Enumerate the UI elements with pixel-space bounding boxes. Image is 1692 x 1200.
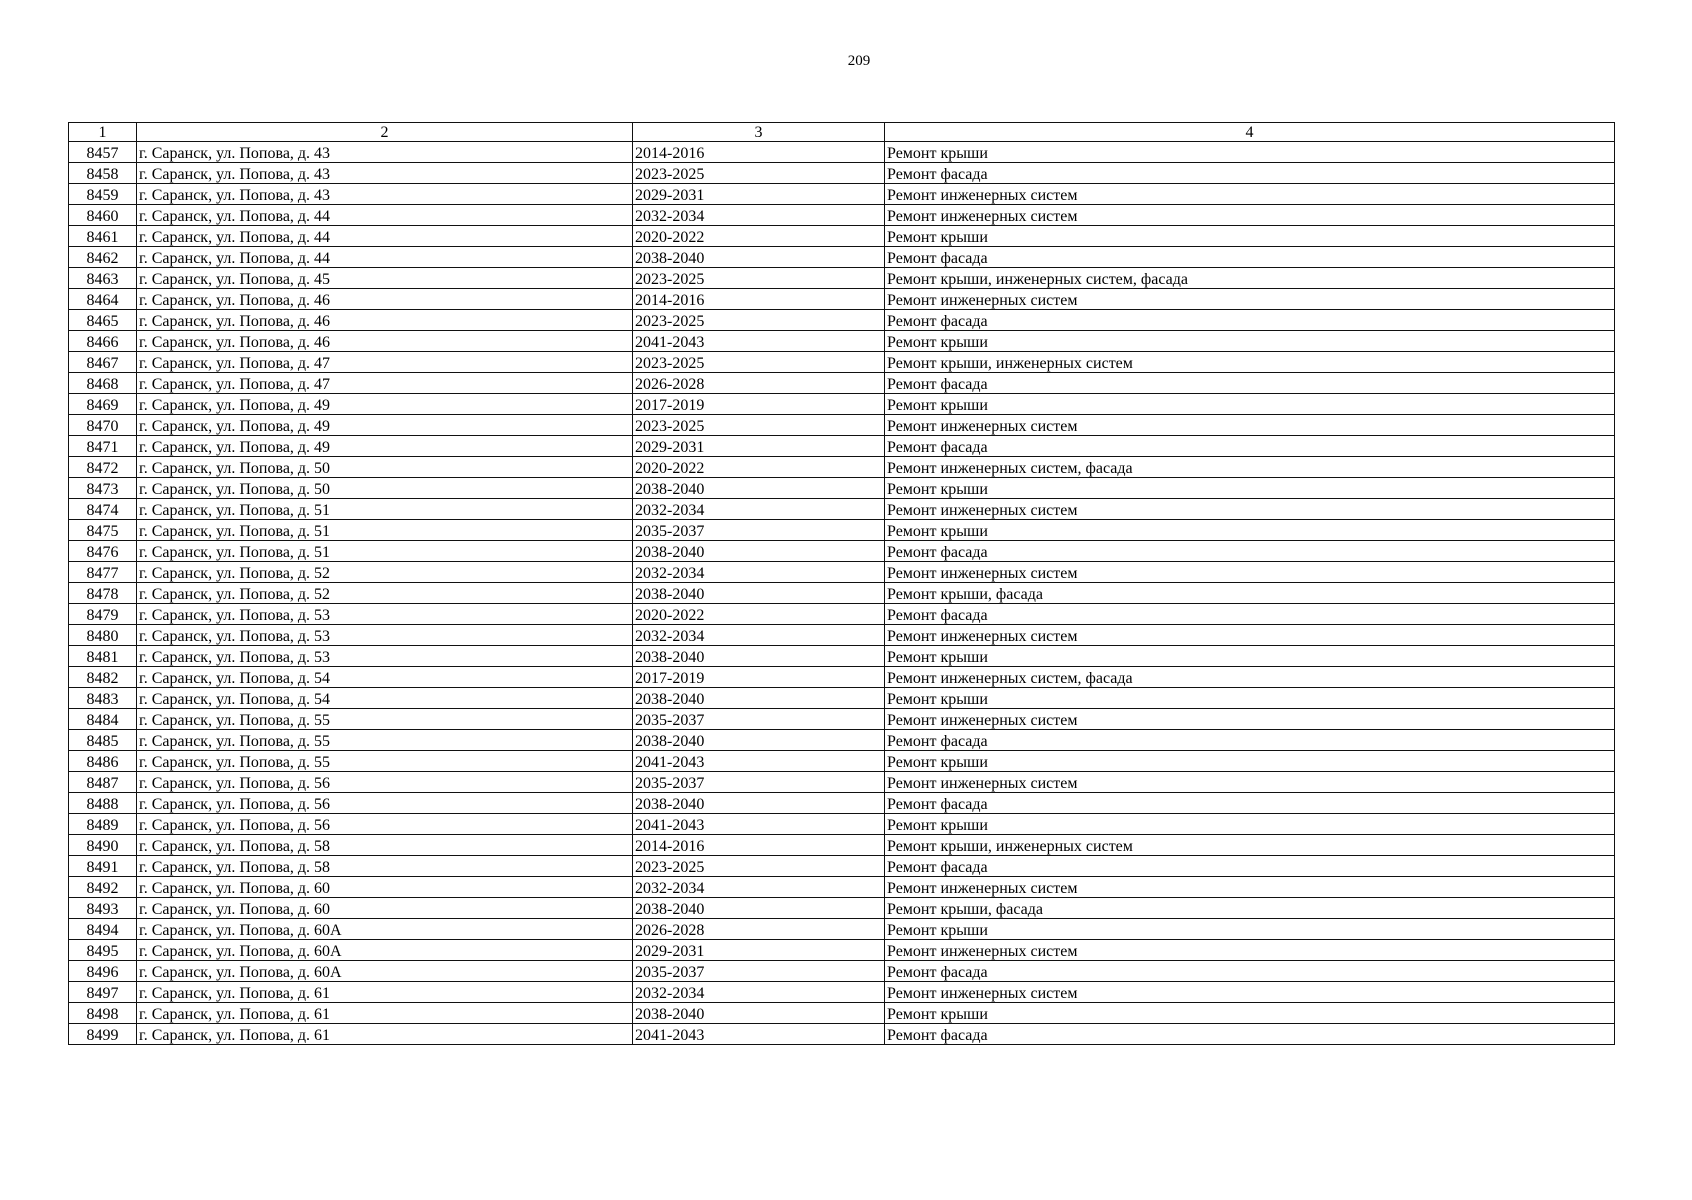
table-row <box>69 625 1615 646</box>
work-type-cell: Ремонт крыши, фасада <box>885 583 1615 604</box>
table-row <box>69 205 1615 226</box>
period-cell: 2035-2037 <box>633 709 885 730</box>
work-type-cell: Ремонт крыши <box>885 226 1615 247</box>
address-cell: г. Саранск, ул. Попова, д. 44 <box>137 226 633 247</box>
address-cell: г. Саранск, ул. Попова, д. 49 <box>137 436 633 457</box>
row-number-cell: 8490 <box>69 835 137 856</box>
address-cell: г. Саранск, ул. Попова, д. 47 <box>137 352 633 373</box>
row-number-cell: 8495 <box>69 940 137 961</box>
address-cell: г. Саранск, ул. Попова, д. 61 <box>137 1024 633 1045</box>
row-number-cell: 8475 <box>69 520 137 541</box>
column-header-2: 2 <box>137 123 633 142</box>
table-row <box>69 289 1615 310</box>
period-cell: 2038-2040 <box>633 898 885 919</box>
work-type-cell: Ремонт крыши <box>885 520 1615 541</box>
work-type-cell: Ремонт инженерных систем <box>885 499 1615 520</box>
period-cell: 2035-2037 <box>633 772 885 793</box>
period-cell: 2014-2016 <box>633 289 885 310</box>
row-number-cell: 8482 <box>69 667 137 688</box>
period-cell: 2020-2022 <box>633 457 885 478</box>
row-number-cell: 8468 <box>69 373 137 394</box>
period-cell: 2023-2025 <box>633 352 885 373</box>
row-number-cell: 8477 <box>69 562 137 583</box>
address-cell: г. Саранск, ул. Попова, д. 46 <box>137 289 633 310</box>
table-row <box>69 856 1615 877</box>
period-cell: 2038-2040 <box>633 583 885 604</box>
address-cell: г. Саранск, ул. Попова, д. 60 <box>137 898 633 919</box>
table-row <box>69 604 1615 625</box>
address-cell: г. Саранск, ул. Попова, д. 60 <box>137 877 633 898</box>
work-type-cell: Ремонт фасада <box>885 373 1615 394</box>
address-cell: г. Саранск, ул. Попова, д. 58 <box>137 835 633 856</box>
row-number-cell: 8491 <box>69 856 137 877</box>
work-type-cell: Ремонт фасада <box>885 856 1615 877</box>
work-type-cell: Ремонт крыши <box>885 646 1615 667</box>
address-cell: г. Саранск, ул. Попова, д. 56 <box>137 814 633 835</box>
work-type-cell: Ремонт фасада <box>885 961 1615 982</box>
table-row <box>69 835 1615 856</box>
work-type-cell: Ремонт фасада <box>885 730 1615 751</box>
table-row <box>69 1003 1615 1024</box>
period-cell: 2020-2022 <box>633 604 885 625</box>
row-number-cell: 8457 <box>69 142 137 163</box>
work-type-cell: Ремонт инженерных систем <box>885 184 1615 205</box>
table-row <box>69 1024 1615 1045</box>
period-cell: 2023-2025 <box>633 310 885 331</box>
row-number-cell: 8492 <box>69 877 137 898</box>
table-row <box>69 415 1615 436</box>
work-type-cell: Ремонт крыши, инженерных систем <box>885 835 1615 856</box>
row-number-cell: 8480 <box>69 625 137 646</box>
table-row <box>69 541 1615 562</box>
period-cell: 2038-2040 <box>633 646 885 667</box>
row-number-cell: 8463 <box>69 268 137 289</box>
address-cell: г. Саранск, ул. Попова, д. 49 <box>137 415 633 436</box>
period-cell: 2023-2025 <box>633 163 885 184</box>
period-cell: 2029-2031 <box>633 436 885 457</box>
table-row <box>69 793 1615 814</box>
work-type-cell: Ремонт крыши, фасада <box>885 898 1615 919</box>
table-row <box>69 961 1615 982</box>
table-row <box>69 310 1615 331</box>
row-number-cell: 8496 <box>69 961 137 982</box>
table-row <box>69 583 1615 604</box>
row-number-cell: 8489 <box>69 814 137 835</box>
row-number-cell: 8464 <box>69 289 137 310</box>
row-number-cell: 8488 <box>69 793 137 814</box>
address-cell: г. Саранск, ул. Попова, д. 45 <box>137 268 633 289</box>
period-cell: 2032-2034 <box>633 625 885 646</box>
table-row <box>69 478 1615 499</box>
address-cell: г. Саранск, ул. Попова, д. 46 <box>137 331 633 352</box>
column-header-4: 4 <box>885 123 1615 142</box>
table-row <box>69 562 1615 583</box>
table-row <box>69 940 1615 961</box>
period-cell: 2038-2040 <box>633 247 885 268</box>
address-cell: г. Саранск, ул. Попова, д. 53 <box>137 646 633 667</box>
period-cell: 2023-2025 <box>633 268 885 289</box>
work-type-cell: Ремонт инженерных систем <box>885 562 1615 583</box>
address-cell: г. Саранск, ул. Попова, д. 43 <box>137 184 633 205</box>
work-type-cell: Ремонт крыши <box>885 919 1615 940</box>
work-type-cell: Ремонт инженерных систем <box>885 982 1615 1003</box>
period-cell: 2014-2016 <box>633 835 885 856</box>
row-number-cell: 8473 <box>69 478 137 499</box>
row-number-cell: 8465 <box>69 310 137 331</box>
table-row <box>69 814 1615 835</box>
address-cell: г. Саранск, ул. Попова, д. 43 <box>137 142 633 163</box>
row-number-cell: 8497 <box>69 982 137 1003</box>
row-number-cell: 8460 <box>69 205 137 226</box>
period-cell: 2023-2025 <box>633 415 885 436</box>
work-type-cell: Ремонт крыши <box>885 814 1615 835</box>
table-body <box>69 142 1615 1045</box>
period-cell: 2032-2034 <box>633 877 885 898</box>
work-type-cell: Ремонт инженерных систем <box>885 625 1615 646</box>
period-cell: 2023-2025 <box>633 856 885 877</box>
address-cell: г. Саранск, ул. Попова, д. 60А <box>137 940 633 961</box>
table-row <box>69 898 1615 919</box>
work-type-cell: Ремонт крыши <box>885 394 1615 415</box>
period-cell: 2014-2016 <box>633 142 885 163</box>
period-cell: 2017-2019 <box>633 394 885 415</box>
header-row <box>69 123 1615 142</box>
work-type-cell: Ремонт инженерных систем <box>885 877 1615 898</box>
row-number-cell: 8474 <box>69 499 137 520</box>
column-header-1: 1 <box>69 123 137 142</box>
period-cell: 2038-2040 <box>633 688 885 709</box>
address-cell: г. Саранск, ул. Попова, д. 51 <box>137 520 633 541</box>
address-cell: г. Саранск, ул. Попова, д. 50 <box>137 478 633 499</box>
row-number-cell: 8494 <box>69 919 137 940</box>
page-number: 209 <box>847 53 871 69</box>
work-type-cell: Ремонт крыши <box>885 751 1615 772</box>
table-row <box>69 394 1615 415</box>
work-type-cell: Ремонт крыши <box>885 478 1615 499</box>
address-cell: г. Саранск, ул. Попова, д. 61 <box>137 982 633 1003</box>
period-cell: 2032-2034 <box>633 982 885 1003</box>
row-number-cell: 8466 <box>69 331 137 352</box>
table-row <box>69 667 1615 688</box>
row-number-cell: 8478 <box>69 583 137 604</box>
table-row <box>69 709 1615 730</box>
period-cell: 2029-2031 <box>633 940 885 961</box>
work-type-cell: Ремонт фасада <box>885 541 1615 562</box>
period-cell: 2035-2037 <box>633 520 885 541</box>
address-cell: г. Саранск, ул. Попова, д. 49 <box>137 394 633 415</box>
period-cell: 2038-2040 <box>633 478 885 499</box>
period-cell: 2035-2037 <box>633 961 885 982</box>
address-cell: г. Саранск, ул. Попова, д. 50 <box>137 457 633 478</box>
row-number-cell: 8476 <box>69 541 137 562</box>
work-type-cell: Ремонт крыши <box>885 331 1615 352</box>
work-type-cell: Ремонт фасада <box>885 436 1615 457</box>
table-row <box>69 184 1615 205</box>
work-type-cell: Ремонт крыши <box>885 142 1615 163</box>
address-cell: г. Саранск, ул. Попова, д. 53 <box>137 625 633 646</box>
work-type-cell: Ремонт фасада <box>885 1024 1615 1045</box>
period-cell: 2041-2043 <box>633 331 885 352</box>
row-number-cell: 8472 <box>69 457 137 478</box>
row-number-cell: 8486 <box>69 751 137 772</box>
address-cell: г. Саранск, ул. Попова, д. 54 <box>137 667 633 688</box>
row-number-cell: 8470 <box>69 415 137 436</box>
row-number-cell: 8467 <box>69 352 137 373</box>
address-cell: г. Саранск, ул. Попова, д. 47 <box>137 373 633 394</box>
period-cell: 2032-2034 <box>633 499 885 520</box>
row-number-cell: 8469 <box>69 394 137 415</box>
table-row <box>69 457 1615 478</box>
address-cell: г. Саранск, ул. Попова, д. 55 <box>137 730 633 751</box>
row-number-cell: 8479 <box>69 604 137 625</box>
period-cell: 2038-2040 <box>633 793 885 814</box>
period-cell: 2038-2040 <box>633 1003 885 1024</box>
period-cell: 2017-2019 <box>633 667 885 688</box>
row-number-cell: 8458 <box>69 163 137 184</box>
row-number-cell: 8459 <box>69 184 137 205</box>
work-type-cell: Ремонт фасада <box>885 310 1615 331</box>
period-cell: 2041-2043 <box>633 1024 885 1045</box>
address-cell: г. Саранск, ул. Попова, д. 55 <box>137 709 633 730</box>
table-row <box>69 331 1615 352</box>
work-type-cell: Ремонт инженерных систем <box>885 205 1615 226</box>
work-type-cell: Ремонт инженерных систем, фасада <box>885 667 1615 688</box>
period-cell: 2041-2043 <box>633 814 885 835</box>
table-row <box>69 982 1615 1003</box>
address-cell: г. Саранск, ул. Попова, д. 58 <box>137 856 633 877</box>
work-type-cell: Ремонт инженерных систем <box>885 709 1615 730</box>
address-cell: г. Саранск, ул. Попова, д. 56 <box>137 772 633 793</box>
row-number-cell: 8487 <box>69 772 137 793</box>
address-cell: г. Саранск, ул. Попова, д. 61 <box>137 1003 633 1024</box>
table-row <box>69 646 1615 667</box>
row-number-cell: 8498 <box>69 1003 137 1024</box>
table-row <box>69 919 1615 940</box>
row-number-cell: 8481 <box>69 646 137 667</box>
table-row <box>69 751 1615 772</box>
table-row <box>69 142 1615 163</box>
work-type-cell: Ремонт крыши <box>885 688 1615 709</box>
row-number-cell: 8499 <box>69 1024 137 1045</box>
table-row <box>69 226 1615 247</box>
address-cell: г. Саранск, ул. Попова, д. 46 <box>137 310 633 331</box>
period-cell: 2032-2034 <box>633 562 885 583</box>
work-type-cell: Ремонт инженерных систем <box>885 415 1615 436</box>
table-row <box>69 436 1615 457</box>
work-type-cell: Ремонт инженерных систем <box>885 289 1615 310</box>
period-cell: 2032-2034 <box>633 205 885 226</box>
period-cell: 2038-2040 <box>633 541 885 562</box>
row-number-cell: 8483 <box>69 688 137 709</box>
table-row <box>69 247 1615 268</box>
address-cell: г. Саранск, ул. Попова, д. 60А <box>137 961 633 982</box>
table-row <box>69 877 1615 898</box>
work-type-cell: Ремонт крыши, инженерных систем, фасада <box>885 268 1615 289</box>
work-type-cell: Ремонт инженерных систем <box>885 772 1615 793</box>
table-header <box>69 123 1615 142</box>
period-cell: 2038-2040 <box>633 730 885 751</box>
row-number-cell: 8485 <box>69 730 137 751</box>
address-cell: г. Саранск, ул. Попова, д. 54 <box>137 688 633 709</box>
address-cell: г. Саранск, ул. Попова, д. 44 <box>137 205 633 226</box>
table-row <box>69 268 1615 289</box>
work-type-cell: Ремонт крыши, инженерных систем <box>885 352 1615 373</box>
row-number-cell: 8461 <box>69 226 137 247</box>
address-cell: г. Саранск, ул. Попова, д. 52 <box>137 583 633 604</box>
work-type-cell: Ремонт крыши <box>885 1003 1615 1024</box>
table-row <box>69 730 1615 751</box>
work-type-cell: Ремонт фасада <box>885 163 1615 184</box>
row-number-cell: 8493 <box>69 898 137 919</box>
address-cell: г. Саранск, ул. Попова, д. 56 <box>137 793 633 814</box>
table-row <box>69 163 1615 184</box>
period-cell: 2041-2043 <box>633 751 885 772</box>
address-cell: г. Саранск, ул. Попова, д. 44 <box>137 247 633 268</box>
row-number-cell: 8471 <box>69 436 137 457</box>
address-cell: г. Саранск, ул. Попова, д. 55 <box>137 751 633 772</box>
period-cell: 2029-2031 <box>633 184 885 205</box>
row-number-cell: 8462 <box>69 247 137 268</box>
table-row <box>69 772 1615 793</box>
period-cell: 2020-2022 <box>633 226 885 247</box>
work-type-cell: Ремонт фасада <box>885 793 1615 814</box>
work-type-cell: Ремонт инженерных систем <box>885 940 1615 961</box>
row-number-cell: 8484 <box>69 709 137 730</box>
work-type-cell: Ремонт фасада <box>885 247 1615 268</box>
table-row <box>69 520 1615 541</box>
work-type-cell: Ремонт инженерных систем, фасада <box>885 457 1615 478</box>
work-type-cell: Ремонт фасада <box>885 604 1615 625</box>
address-cell: г. Саранск, ул. Попова, д. 60А <box>137 919 633 940</box>
address-cell: г. Саранск, ул. Попова, д. 51 <box>137 499 633 520</box>
address-cell: г. Саранск, ул. Попова, д. 52 <box>137 562 633 583</box>
repair-schedule-table <box>68 122 1615 1045</box>
period-cell: 2026-2028 <box>633 373 885 394</box>
address-cell: г. Саранск, ул. Попова, д. 53 <box>137 604 633 625</box>
period-cell: 2026-2028 <box>633 919 885 940</box>
table-row <box>69 688 1615 709</box>
table-row <box>69 373 1615 394</box>
table-row <box>69 499 1615 520</box>
table-row <box>69 352 1615 373</box>
column-header-3: 3 <box>633 123 885 142</box>
address-cell: г. Саранск, ул. Попова, д. 51 <box>137 541 633 562</box>
address-cell: г. Саранск, ул. Попова, д. 43 <box>137 163 633 184</box>
